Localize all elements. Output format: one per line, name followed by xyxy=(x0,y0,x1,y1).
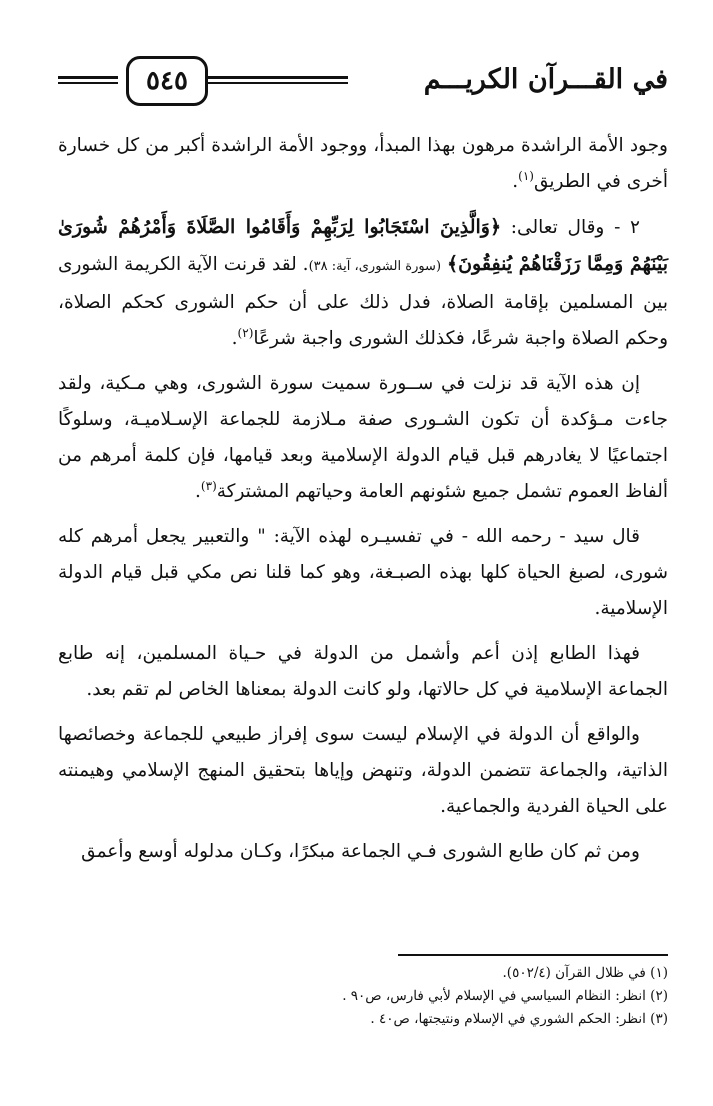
footnote-separator xyxy=(398,954,668,956)
page-number: ٥٤٥ xyxy=(126,56,208,106)
footnote-marker-1: (١) xyxy=(518,168,534,183)
paragraph-4: قال سيد - رحمه الله - في تفسيـره لهذه الآية: " والتعبير يجعل أمرهم كله شورى، لصبغ الحياة كلها بهذه الصبـغة، وهو كما قلنا نص مكي قبل قيام الدولة الإسلامية. xyxy=(58,526,668,619)
verse-reference: (سورة الشورى، آية: ٣٨) xyxy=(308,259,442,274)
header-rule-right xyxy=(208,76,348,79)
page-header xyxy=(58,50,668,110)
header-rule-left xyxy=(58,76,118,79)
running-title: في القـــرآن الكريـــم xyxy=(423,64,668,95)
footnote-2: (٢) انظر: النظام السياسي في الإسلام لأبي فارس، ص٩٠ . xyxy=(342,988,668,1004)
footnote-3: (٣) انظر: الحكم الشوري في الإسلام ونتيجتها، ص٤٠ . xyxy=(370,1011,668,1027)
paragraph-2: ٢ - وقال تعالى: ﴿وَالَّذِينَ اسْتَجَابُوا لِرَبِّهِمْ وَأَقَامُوا الصَّلَاةَ وَأَمْرُهُمْ شُورَىٰ بَيْنَهُمْ وَمِمَّا رَزَقْنَاهُمْ يُنفِقُونَ﴾ (سورة الشورى، آية: ٣٨). لقد قرنت الآية الكريمة الشورى بين المسلمين بإقامة الصلاة، فدل ذلك على أن حكم الشورى كحكم الصلاة، وحكم الصلاة واجبة شرعًا، فكذلك الشورى واجبة شرعًا$^{(٢)}$. xyxy=(58,216,668,349)
paragraph-3: إن هذه الآية قد نزلت في ســورة سميت سورة الشورى، وهي مـكية، ولقد جاءت مـؤكدة أن تكون الشـورى صفة مـلازمة للجماعة الإسـلاميـة، وسلوكًا اجتماعيًا لا يغادرهم قبل قيام الدولة الإسلامية وبعد قيامها، فإن كلمة أمرهم من ألفاظ العموم تشمل جميع شئونهم العامة وحياتهم المشتركة$^{(٣)}$. xyxy=(58,373,668,502)
paragraph-6: والواقع أن الدولة في الإسلام ليست سوى إفراز طبيعي للجماعة وخصائصها الذاتية، والجماعة تتضمن الدولة، وتنهض وإياها بتحقيق المنهج الإسلامي وهيمنته على الحياة الفردية والجماعية. xyxy=(58,724,668,817)
footnote-marker-3: (٣) xyxy=(200,478,217,493)
paragraph-7: ومن ثم كان طابع الشورى فـي الجماعة مبكرًا، وكـان مدلوله أوسع وأعمق xyxy=(81,841,640,862)
main-text xyxy=(58,128,668,879)
paragraph-1: وجود الأمة الراشدة مرهون بهذا المبدأ، ووجود الأمة الراشدة أكبر من كل خسارة أخرى في الطريق$^{(١)}$. xyxy=(58,135,668,192)
footnote-marker-2: (٢) xyxy=(237,325,254,340)
quran-verse: ﴿وَالَّذِينَ اسْتَجَابُوا لِرَبِّهِمْ وَأَقَامُوا الصَّلَاةَ وَأَمْرُهُمْ شُورَىٰ بَيْنَهُمْ وَمِمَّا رَزَقْنَاهُمْ يُنفِقُونَ﴾ xyxy=(58,216,668,275)
footnotes xyxy=(58,962,668,1031)
paragraph-5: فهذا الطابع إذن أعم وأشمل من الدولة في حـياة المسلمين، إنه طابع الجماعة الإسلامية في كل حالاتها، ولو كانت الدولة بمعناها الخاص لم تقم بعد. xyxy=(58,643,668,700)
footnote-1: (١) في ظلال القرآن (٥٠٢/٤). xyxy=(502,965,668,981)
